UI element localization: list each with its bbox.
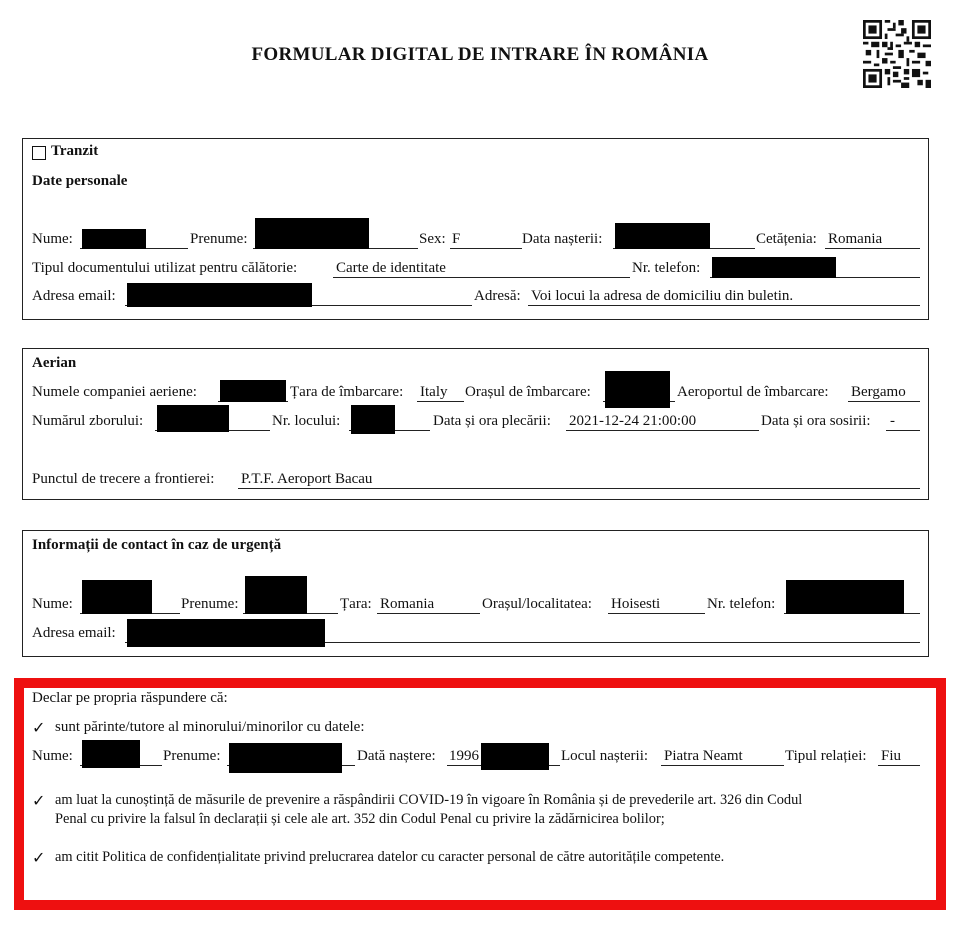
flight-number-redaction [157, 405, 229, 432]
embark-country-label: Țara de îmbarcare: [290, 384, 404, 400]
sex-label: Sex: [419, 231, 446, 247]
checkmark-icon: ✓ [32, 793, 46, 810]
airline-redaction [220, 380, 286, 402]
arrival-line [886, 430, 920, 431]
checkmark-icon: ✓ [32, 720, 46, 737]
birth-date-label: Data nașterii: [522, 231, 603, 247]
emergency-phone-label: Nr. telefon: [707, 596, 776, 612]
personal-section-title: Date personale [32, 173, 128, 189]
embark-airport-line [848, 401, 920, 402]
minor-birth-redaction [481, 743, 549, 770]
border-crossing-label: Punctul de trecere a frontierei: [32, 471, 215, 487]
email-redaction [127, 283, 312, 307]
minor-firstname-label: Prenume: [163, 748, 221, 764]
citizenship-line [825, 248, 920, 249]
name-label: Nume: [32, 231, 73, 247]
transit-label: Tranzit [51, 143, 99, 159]
sex-line [450, 248, 522, 249]
checkmark-icon: ✓ [32, 850, 46, 867]
emergency-country-value: Romania [380, 596, 435, 612]
seat-redaction [351, 405, 395, 434]
firstname-redaction [255, 218, 369, 249]
emergency-section-title: Informații de contact în caz de urgență [32, 537, 282, 553]
declaration-item-guardian: sunt părinte/tutore al minorului/minorilor cu datele: [55, 719, 365, 735]
border-crossing-value: P.T.F. Aeroport Bacau [241, 471, 373, 487]
firstname-label: Prenume: [190, 231, 248, 247]
declaration-item-covid-line1: am luat la cunoștință de măsurile de prevenire a răspândirii COVID-19 în vigoare în România și de prevederile art. 326 din Codul [55, 792, 803, 808]
emergency-city-line [608, 613, 705, 614]
birth-date-redaction [615, 223, 710, 249]
emergency-firstname-label: Prenume: [181, 596, 239, 612]
embark-country-value: Italy [420, 384, 448, 400]
minor-name-redaction [82, 740, 140, 768]
departure-line [566, 430, 759, 431]
emergency-name-redaction [82, 580, 152, 614]
arrival-label: Data și ora sosirii: [761, 413, 871, 429]
flight-number-label: Numărul zborului: [32, 413, 144, 429]
embark-country-line [417, 401, 464, 402]
page-title: FORMULAR DIGITAL DE INTRARE ÎN ROMÂNIA [251, 44, 709, 65]
address-value: Voi locui la adresa de domiciliu din buletin. [531, 288, 794, 304]
relation-value: Fiu [881, 748, 902, 764]
email-label: Adresa email: [32, 288, 116, 304]
airline-label: Numele companiei aeriene: [32, 384, 197, 400]
minor-birth-value: 1996 [449, 748, 479, 764]
declaration-intro: Declar pe propria răspundere că: [32, 690, 228, 706]
emergency-city-label: Orașul/localitatea: [482, 596, 592, 612]
minor-name-label: Nume: [32, 748, 73, 764]
qr-code-icon [863, 20, 931, 88]
seat-label: Nr. locului: [272, 413, 341, 429]
emergency-firstname-redaction [245, 576, 307, 614]
minor-birthplace-line [661, 765, 784, 766]
minor-birthplace-label: Locul nașterii: [561, 748, 649, 764]
departure-value: 2021-12-24 21:00:00 [569, 413, 697, 429]
emergency-email-label: Adresa email: [32, 625, 116, 641]
document-type-line [333, 277, 630, 278]
embark-city-redaction [605, 371, 670, 408]
document-type-value: Carte de identitate [336, 260, 446, 276]
emergency-email-redaction [127, 619, 325, 647]
phone-label: Nr. telefon: [632, 260, 701, 276]
departure-label: Data și ora plecării: [433, 413, 551, 429]
declaration-item-covid-line2: Penal cu privire la falsul în declarații și cele ale art. 352 din Codul Penal cu privire la zădărnicirea bolilor; [55, 811, 665, 827]
emergency-name-label: Nume: [32, 596, 73, 612]
embark-airport-value: Bergamo [851, 384, 906, 400]
name-redaction [82, 229, 146, 249]
citizenship-label: Cetățenia: [756, 231, 817, 247]
address-line [528, 305, 920, 306]
transit-checkbox[interactable] [32, 146, 46, 160]
embark-airport-label: Aeroportul de îmbarcare: [677, 384, 829, 400]
emergency-city-value: Hoisesti [611, 596, 661, 612]
emergency-country-line [377, 613, 480, 614]
minor-birthplace-value: Piatra Neamt [664, 748, 743, 764]
phone-redaction [712, 257, 836, 278]
relation-line [878, 765, 920, 766]
embark-city-label: Orașul de îmbarcare: [465, 384, 591, 400]
air-section-title: Aerian [32, 355, 77, 371]
emergency-country-label: Țara: [340, 596, 372, 612]
emergency-phone-redaction [786, 580, 904, 614]
address-label: Adresă: [474, 288, 521, 304]
minor-firstname-redaction [229, 743, 342, 773]
minor-birth-label: Dată naștere: [357, 748, 436, 764]
relation-label: Tipul relației: [785, 748, 867, 764]
arrival-value: - [890, 413, 895, 429]
citizenship-value: Romania [828, 231, 883, 247]
declaration-item-privacy: am citit Politica de confidențialitate privind prelucrarea datelor cu caracter personal de către autoritățile competente. [55, 849, 725, 865]
border-crossing-line [238, 488, 920, 489]
document-type-label: Tipul documentului utilizat pentru călătorie: [32, 260, 298, 276]
sex-value: F [452, 231, 461, 247]
